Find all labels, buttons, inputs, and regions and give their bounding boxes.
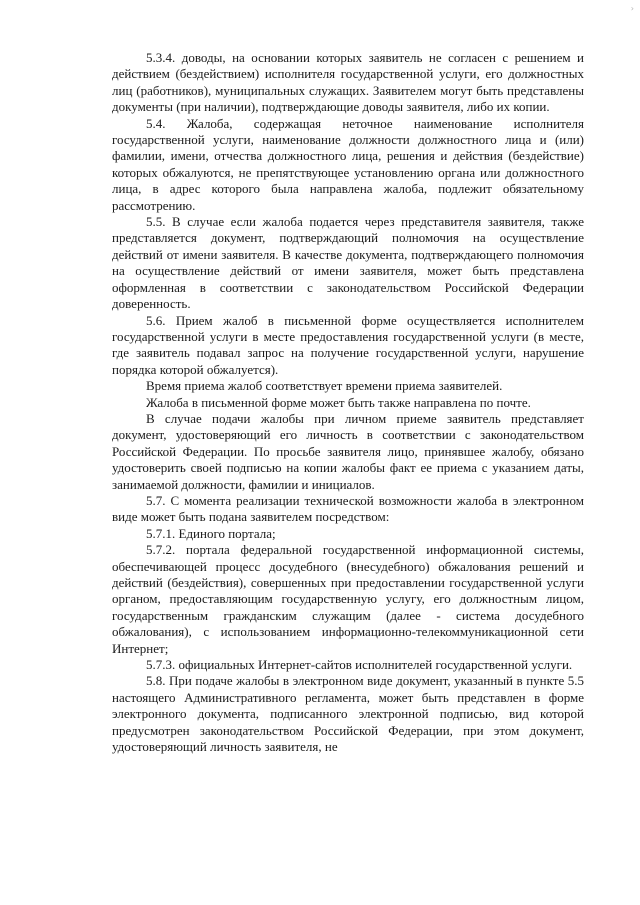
paragraph-5-7-3: 5.7.3. официальных Интернет-сайтов исполнителей государственной услуги. bbox=[146, 657, 573, 673]
paragraph-5-5: 5.5. В случае если жалоба подается через представителя заявителя, также представляется документ, подтверждающий полномочия на осуществление действий от имени заявителя. В качестве документа, подтверждающего полномочия на осуществление действий от имени заявителя, может быть представлена оформленная в соответствии с законодательством Российской Федерации доверенность. bbox=[112, 214, 584, 312]
scan-corner-mark: › bbox=[630, 4, 634, 13]
document-body bbox=[112, 50, 584, 755]
paragraph-5-6: 5.6. Прием жалоб в письменной форме осуществляется исполнителем государственной услуги в месте предоставления государственной услуги (в месте, где заявитель подавал запрос на получение государственной услуги, нарушение порядка которой обжалуется). bbox=[112, 312, 584, 377]
paragraph-5-7-2: 5.7.2. портала федеральной государственной информационной системы, обеспечивающей процесс досудебного (внесудебного) обжалования решений и действий (бездействия), совершенных при предоставлении государственной услуги органом, предоставляющим государственную услугу, его должностным лицом, государственным гражданским служащим (далее - система досудебного обжалования), с использованием информационно-телекоммуникационной сети Интернет; bbox=[112, 542, 584, 656]
paragraph-5-3-4: 5.3.4. доводы, на основании которых заявитель не согласен с решением и действием (бездействием) исполнителя государственной услуги, его должностных лиц (работников), муниципальных служащих. Заявителем могут быть представлены документы (при наличии), подтверждающие доводы заявителя, либо их копии. bbox=[112, 50, 584, 115]
paragraph-5-7: 5.7. С момента реализации технической возможности жалоба в электронном виде может быть подана заявителем посредством: bbox=[112, 492, 584, 525]
paragraph-reception-time: Время приема жалоб соответствует времени приема заявителей. bbox=[146, 378, 503, 394]
paragraph-5-4: 5.4. Жалоба, содержащая неточное наименование исполнителя государственной услуги, наименование должности должностного лица и (или) фамилии, имени, отчества должностного лица, решения и действия (бездействие) которых обжалуются, не препятствующее установлению органа или должностного лица, в адрес которого была направлена жалоба, подлежит обязательному рассмотрению. bbox=[112, 115, 584, 213]
paragraph-postal-complaint: Жалоба в письменной форме может быть также направлена по почте. bbox=[146, 394, 531, 410]
paragraph-personal-reception: В случае подачи жалобы при личном приеме заявитель представляет документ, удостоверяющий его личность в соответствии с законодательством Российской Федерации. По просьбе заявителя лицо, принявшее жалобу, обязано удостоверить своей подписью на копии жалобы факт ее приема с указанием даты, занимаемой должности, фамилии и инициалов. bbox=[112, 410, 584, 492]
paragraph-5-8: 5.8. При подаче жалобы в электронном виде документ, указанный в пункте 5.5 настоящего Административного регламента, может быть представлен в форме электронного документа, подписанного электронной подписью, вид которой предусмотрен законодательством Российской Федерации, при этом документ, удостоверяющий личность заявителя, не bbox=[112, 673, 584, 755]
paragraph-5-7-1: 5.7.1. Единого портала; bbox=[146, 525, 276, 541]
